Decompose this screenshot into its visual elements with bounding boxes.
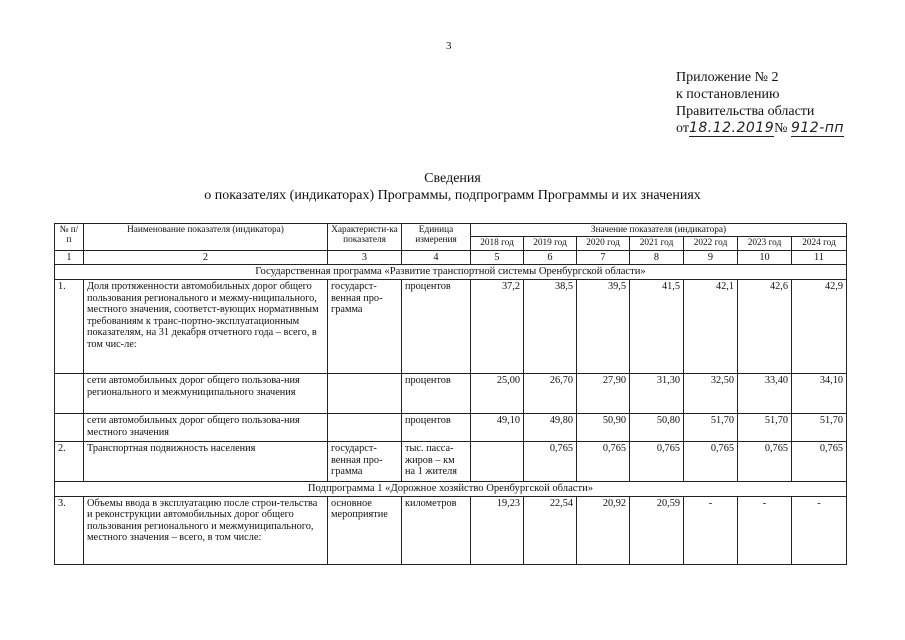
number-label: № bbox=[774, 121, 788, 136]
row-number bbox=[55, 414, 84, 442]
value-2022: - bbox=[684, 496, 738, 564]
value-2019: 22,54 bbox=[524, 496, 577, 564]
column-number: 7 bbox=[577, 250, 630, 265]
value-2019: 38,5 bbox=[524, 280, 577, 374]
value-2019: 26,70 bbox=[524, 374, 577, 414]
value-2018: 25,00 bbox=[471, 374, 524, 414]
value-2018 bbox=[471, 442, 524, 482]
section-title-state-program: Государственная программа «Развитие транспортной системы Оренбургской области» bbox=[55, 265, 847, 280]
indicator-name: сети автомобильных дорог общего пользова-ния регионального и межмуниципального значения bbox=[84, 374, 328, 414]
column-number: 4 bbox=[402, 250, 471, 265]
value-2021: 31,30 bbox=[630, 374, 684, 414]
indicators-table bbox=[54, 223, 847, 565]
value-2024: 0,765 bbox=[792, 442, 847, 482]
section-row bbox=[55, 482, 847, 497]
header-unit: Единица измерения bbox=[402, 224, 471, 251]
appendix-line-2: к постановлению bbox=[676, 87, 780, 102]
header-year: 2019 год bbox=[524, 237, 577, 250]
indicator-name: Объемы ввода в эксплуатацию после строи-тельства и реконструкции автомобильных дорог общего пользования регионального и межмуниципального, местного значения – всего, в том числе: bbox=[84, 496, 328, 564]
value-2023: 51,70 bbox=[738, 414, 792, 442]
header-year: 2018 год bbox=[471, 237, 524, 250]
value-2021: 0,765 bbox=[630, 442, 684, 482]
table-row bbox=[55, 280, 847, 374]
header-characteristic: Характеристи-ка показателя bbox=[328, 224, 402, 251]
value-2019: 0,765 bbox=[524, 442, 577, 482]
table-row bbox=[55, 374, 847, 414]
row-number: 2. bbox=[55, 442, 84, 482]
indicator-characteristic: государст-венная про-грамма bbox=[328, 442, 402, 482]
section-title-subprogram-1: Подпрограмма 1 «Дорожное хозяйство Оренбургской области» bbox=[55, 482, 847, 497]
value-2022: 32,50 bbox=[684, 374, 738, 414]
value-2018: 49,10 bbox=[471, 414, 524, 442]
header-row bbox=[55, 224, 847, 237]
value-2020: 50,90 bbox=[577, 414, 630, 442]
column-number: 3 bbox=[328, 250, 402, 265]
column-numbers-row bbox=[55, 250, 847, 265]
header-num: № п/п bbox=[55, 224, 84, 251]
value-2022: 42,1 bbox=[684, 280, 738, 374]
appendix-line-1: Приложение № 2 bbox=[676, 70, 779, 85]
header-year: 2020 год bbox=[577, 237, 630, 250]
column-number: 5 bbox=[471, 250, 524, 265]
value-2020: 27,90 bbox=[577, 374, 630, 414]
header-year: 2022 год bbox=[684, 237, 738, 250]
value-2018: 37,2 bbox=[471, 280, 524, 374]
from-label: от bbox=[676, 121, 689, 136]
value-2020: 39,5 bbox=[577, 280, 630, 374]
column-number: 2 bbox=[84, 250, 328, 265]
indicator-unit: процентов bbox=[402, 374, 471, 414]
table-row bbox=[55, 442, 847, 482]
document-title: Сведения bbox=[424, 171, 481, 186]
value-2020: 20,92 bbox=[577, 496, 630, 564]
value-2021: 50,80 bbox=[630, 414, 684, 442]
appendix-line-3: Правительства области bbox=[676, 104, 815, 119]
table-row bbox=[55, 414, 847, 442]
indicator-name: сети автомобильных дорог общего пользова-ния местного значения bbox=[84, 414, 328, 442]
value-2022: 0,765 bbox=[684, 442, 738, 482]
value-2024: 34,10 bbox=[792, 374, 847, 414]
column-number: 1 bbox=[55, 250, 84, 265]
value-2018: 19,23 bbox=[471, 496, 524, 564]
column-number: 10 bbox=[738, 250, 792, 265]
header-year: 2024 год bbox=[792, 237, 847, 250]
table-row bbox=[55, 496, 847, 564]
page-number: 3 bbox=[446, 40, 452, 52]
value-2023: 42,6 bbox=[738, 280, 792, 374]
value-2023: 33,40 bbox=[738, 374, 792, 414]
value-2022: 51,70 bbox=[684, 414, 738, 442]
header-name: Наименование показателя (индикатора) bbox=[84, 224, 328, 251]
indicator-characteristic bbox=[328, 414, 402, 442]
value-2019: 49,80 bbox=[524, 414, 577, 442]
value-2023: 0,765 bbox=[738, 442, 792, 482]
indicator-characteristic: основное мероприятие bbox=[328, 496, 402, 564]
value-2021: 41,5 bbox=[630, 280, 684, 374]
value-2020: 0,765 bbox=[577, 442, 630, 482]
appendix-block bbox=[676, 69, 844, 137]
handwritten-number: 912-пп bbox=[790, 120, 845, 136]
value-2024: 51,70 bbox=[792, 414, 847, 442]
indicator-name: Доля протяженности автомобильных дорог общего пользования регионального и межму-ниципального, местного значения, соответст-вующих нормативным требованиям к транс-портно-эксплуатационным показателям, на 31 декабря отчетного года – всего, в том чис-ле: bbox=[84, 280, 328, 374]
indicator-unit: тыс. пасса-жиров – км на 1 жителя bbox=[402, 442, 471, 482]
indicator-characteristic bbox=[328, 374, 402, 414]
value-2023: - bbox=[738, 496, 792, 564]
column-number: 6 bbox=[524, 250, 577, 265]
column-number: 9 bbox=[684, 250, 738, 265]
section-row bbox=[55, 265, 847, 280]
appendix-date-line bbox=[676, 120, 844, 137]
indicator-unit: километров bbox=[402, 496, 471, 564]
row-number: 3. bbox=[55, 496, 84, 564]
header-year: 2021 год bbox=[630, 237, 684, 250]
value-2024: - bbox=[792, 496, 847, 564]
header-year: 2023 год bbox=[738, 237, 792, 250]
handwritten-date: 18.12.2019 bbox=[688, 120, 775, 136]
indicator-unit: процентов bbox=[402, 414, 471, 442]
document-subtitle: о показателях (индикаторах) Программы, подпрограмм Программы и их значениях bbox=[204, 188, 701, 203]
indicator-name: Транспортная подвижность населения bbox=[84, 442, 328, 482]
value-2024: 42,9 bbox=[792, 280, 847, 374]
indicator-unit: процентов bbox=[402, 280, 471, 374]
value-2021: 20,59 bbox=[630, 496, 684, 564]
row-number bbox=[55, 374, 84, 414]
column-number: 11 bbox=[792, 250, 847, 265]
row-number: 1. bbox=[55, 280, 84, 374]
indicator-characteristic: государст-венная про-грамма bbox=[328, 280, 402, 374]
header-values: Значение показателя (индикатора) bbox=[471, 224, 847, 237]
column-number: 8 bbox=[630, 250, 684, 265]
